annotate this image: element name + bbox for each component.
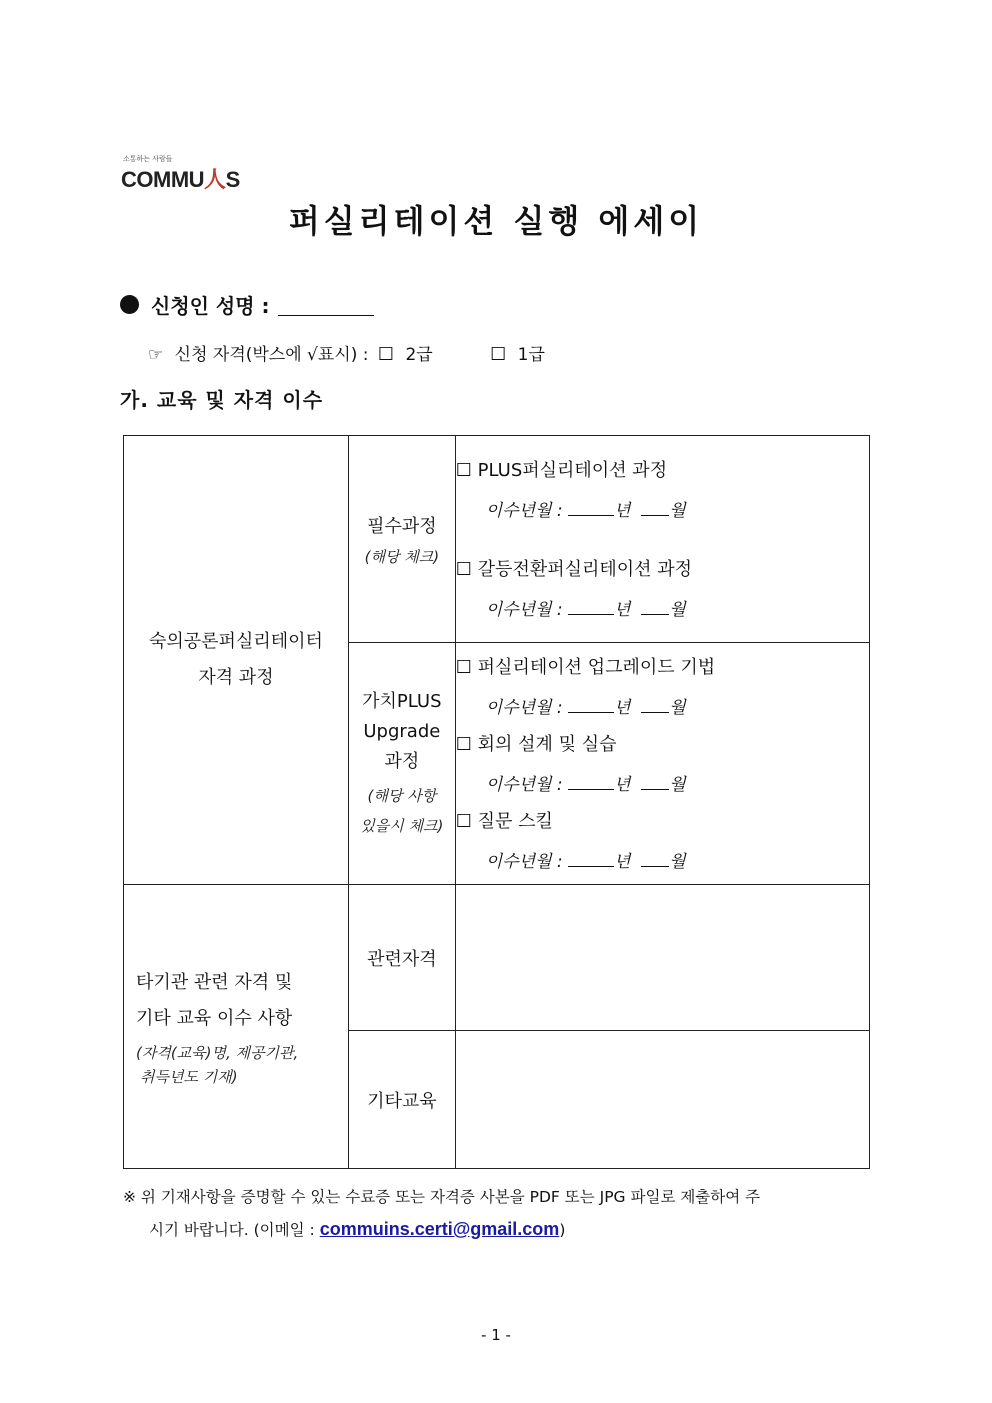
qualification-text: 신청 자격(박스에 √표시) : (174, 345, 369, 365)
value-course-label-2: Upgrade (363, 720, 441, 742)
page-number: - 1 - (481, 1326, 511, 1344)
applicant-name-row (120, 290, 374, 319)
value-course-items (455, 643, 869, 885)
required-course-items (455, 436, 869, 643)
grade2-checkbox[interactable]: ☐ (377, 344, 395, 365)
related-qualification-field[interactable] (455, 885, 869, 1031)
facilitator-course-label-2: 자격 과정 (198, 667, 274, 688)
pointing-hand-icon: ☞ (148, 345, 164, 365)
note-line-2: 시기 바랍니다. (이메일 : commuins.certi@gmail.com) (149, 1219, 566, 1239)
value-item: ☐ 퍼실리테이션 업그레이드 기법 (455, 657, 716, 678)
value-course-cell (348, 643, 455, 885)
logo-wordmark: COMMU人S (121, 167, 240, 192)
logo-tagline: 소통하는 사람들 (123, 155, 173, 163)
qualification-row (148, 340, 545, 365)
completion-date: 이수년월 : 년 월 (486, 847, 869, 872)
applicant-name-field[interactable] (278, 293, 374, 316)
value-course-label-3: 과정 (384, 750, 420, 772)
required-course-label: 필수과정 (367, 515, 437, 537)
completion-date: 이수년월 : 년 월 (486, 693, 869, 718)
value-course-note: (해당 사항 (367, 786, 437, 805)
grade1-checkbox[interactable]: ☐ (490, 344, 507, 365)
page-title: 퍼실리테이션 실행 에세이 (288, 202, 704, 240)
other-qualification-note-2: 취득년도 기재) (140, 1067, 238, 1086)
value-course-label: 가치PLUS (362, 690, 442, 712)
other-qualification-label-2: 기타 교육 이수 사항 (136, 1007, 293, 1029)
checkbox[interactable]: ☐ (455, 559, 472, 580)
facilitator-course-cell (124, 436, 349, 885)
submission-note (123, 1181, 875, 1246)
grade1-label: 1급 (517, 345, 545, 365)
completion-date: 이수년월 : 년 월 (486, 496, 869, 521)
bullet-icon (120, 295, 139, 314)
other-education-field[interactable] (455, 1031, 869, 1169)
education-table (123, 435, 870, 1169)
checkbox[interactable]: ☐ (455, 460, 472, 481)
value-course-note-2: 있을시 체크) (360, 816, 444, 835)
email-link[interactable]: commuins.certi@gmail.com (319, 1219, 560, 1239)
checkbox[interactable]: ☐ (455, 734, 472, 755)
required-course-note: (해당 체크) (364, 547, 440, 566)
completion-date: 이수년월 : 년 월 (486, 595, 869, 620)
other-qualification-cell (124, 885, 349, 1169)
required-item: ☐ 갈등전환퍼실리테이션 과정 (455, 559, 693, 580)
section-heading: 가. 교육 및 자격 이수 (120, 388, 324, 412)
grade2-label: 2급 (405, 345, 433, 365)
other-education-label: 기타교육 (348, 1031, 455, 1169)
required-item: ☐ PLUS퍼실리테이션 과정 (455, 460, 668, 481)
other-qualification-label: 타기관 관련 자격 및 (136, 971, 293, 993)
value-item: ☐ 회의 설계 및 실습 (455, 734, 617, 755)
note-line-1: ※ 위 기재사항을 증명할 수 있는 수료증 또는 자격증 사본을 PDF 또는 JPG 파일로 제출하여 주 (123, 1188, 761, 1206)
checkbox[interactable]: ☐ (455, 657, 472, 678)
checkbox[interactable]: ☐ (455, 811, 472, 832)
other-qualification-note: (자격(교육)명, 제공기관, (136, 1043, 299, 1062)
completion-date: 이수년월 : 년 월 (486, 770, 869, 795)
company-logo (121, 154, 251, 190)
value-item: ☐ 질문 스킬 (455, 811, 553, 832)
applicant-label: 신청인 성명 : (151, 294, 270, 318)
related-qualification-label: 관련자격 (348, 885, 455, 1031)
required-course-cell (348, 436, 455, 643)
facilitator-course-label: 숙의공론퍼실리테이터 (149, 631, 323, 652)
